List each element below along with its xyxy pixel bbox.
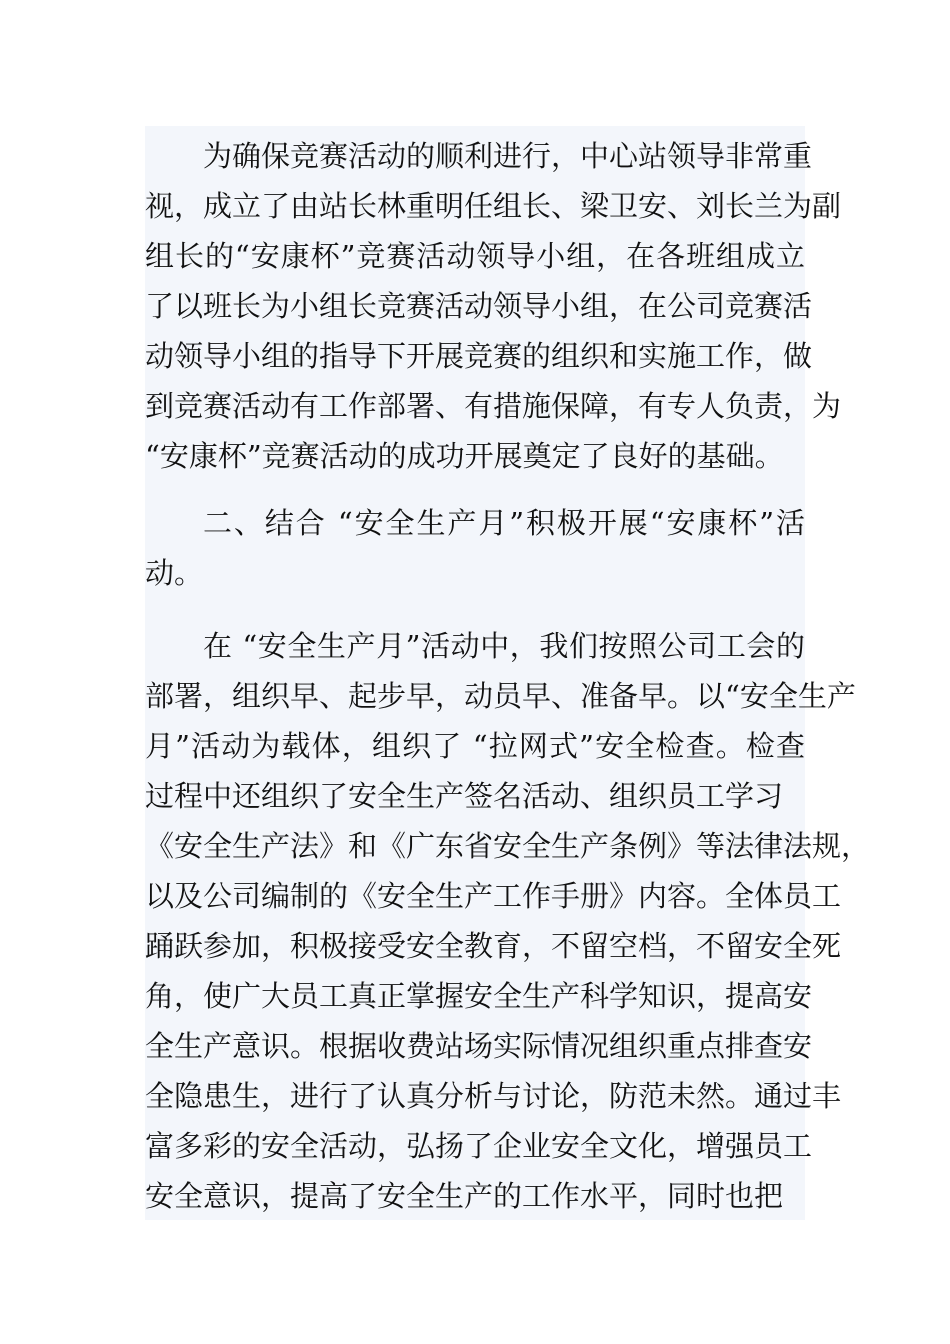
section-heading-line-1: 二、结合 “安全生产月”积极开展“安康杯”活 xyxy=(203,506,805,540)
paragraph-1-line-6: 到竞赛活动有工作部署、有措施保障，有专人负责，为 xyxy=(145,389,842,423)
paragraph-3-line-7: 踊跃参加，积极接受安全教育，不留空档，不留安全死 xyxy=(145,929,842,963)
paragraph-3-line-1: 在 “安全生产月”活动中，我们按照公司工会的 xyxy=(203,629,805,663)
paragraph-3-line-9: 全生产意识。根据收费站场实际情况组织重点排查安 xyxy=(145,1029,813,1063)
paragraph-3-line-11: 富多彩的安全活动，弘扬了企业安全文化，增强员工 xyxy=(145,1129,813,1163)
paragraph-1-line-4: 了以班长为小组长竞赛活动领导小组，在公司竞赛活 xyxy=(145,289,813,323)
paragraph-1-line-5: 动领导小组的指导下开展竞赛的组织和实施工作，做 xyxy=(145,339,813,373)
paragraph-3-line-3: 月”活动为载体，组织了 “拉网式”安全检查。检查 xyxy=(145,729,805,763)
paragraph-3-line-4: 过程中还组织了安全生产签名活动、组织员工学习 xyxy=(145,779,784,813)
paragraph-3-line-12: 安全意识，提高了安全生产的工作水平，同时也把 xyxy=(145,1179,784,1213)
paragraph-3-line-10: 全隐患生，进行了认真分析与讨论，防范未然。通过丰 xyxy=(145,1079,842,1113)
section-heading-line-2: 动。 xyxy=(145,556,204,590)
paragraph-1-line-2: 视，成立了由站长林重明任组长、梁卫安、刘长兰为副 xyxy=(145,189,842,223)
paragraph-3-line-5: 《安全生产法》和《广东省安全生产条例》等法律法规， xyxy=(145,829,871,863)
document-body xyxy=(145,126,871,1220)
paragraph-1-line-3: 组长的“安康杯”竞赛活动领导小组，在各班组成立 xyxy=(145,239,805,273)
paragraph-3-line-6: 以及公司编制的《安全生产工作手册》内容。全体员工 xyxy=(145,879,842,913)
paragraph-1-line-7: “安康杯”竞赛活动的成功开展奠定了良好的基础。 xyxy=(145,439,784,473)
paragraph-1-line-1: 为确保竞赛活动的顺利进行，中心站领导非常重 xyxy=(203,139,813,173)
paragraph-3-line-8: 角，使广大员工真正掌握安全生产科学知识，提高安 xyxy=(145,979,813,1013)
paragraph-3-line-2: 部署，组织早、起步早，动员早、准备早。以“安全生产 xyxy=(145,679,856,713)
